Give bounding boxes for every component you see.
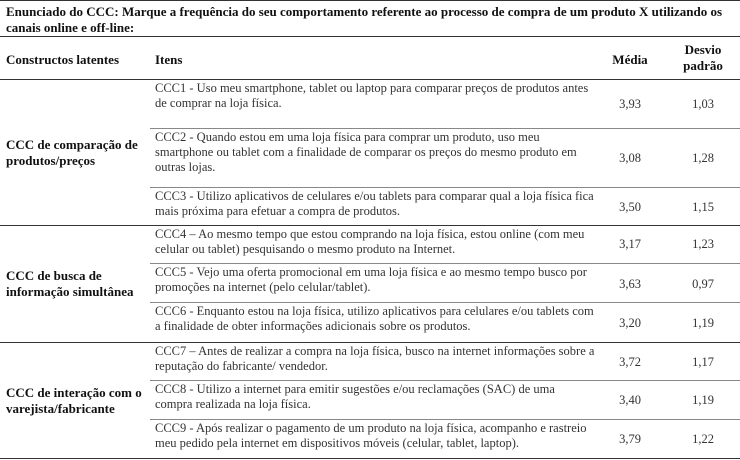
header-mean: Média [612,52,648,67]
item-text: CCC1 - Uso meu smartphone, tablet ou laptop para comparar preços de produtos antes de comprar na loja física. [155,81,589,110]
item-mean: 3,72 [619,355,641,369]
item-text: CCC4 – Ao mesmo tempo que estou comprando na loja física, estou online (com meu celular ou tablet) pesquisando o mesmo produto na Internet. [155,227,585,256]
table-header [0,37,740,80]
item-mean: 3,08 [619,151,641,165]
item-sd: 0,97 [692,277,714,291]
item-mean: 3,93 [619,97,641,111]
item-text: CCC7 – Antes de realizar a compra na loja física, busco na internet informações sobre a reputação do fabricante/ vendedor. [155,344,595,373]
item-sd: 1,03 [692,97,714,111]
header-sd: Desvio padrão [683,42,723,73]
item-sd: 1,19 [692,316,714,330]
item-mean: 3,79 [619,432,641,446]
item-mean: 3,40 [619,393,641,407]
item-text: CCC5 - Vejo uma oferta promocional em uma loja física e ao mesmo tempo busco por promoções na internet (pelo celular/tablet). [155,265,587,294]
table-row [150,129,740,187]
table-row [150,188,740,225]
table-row [150,303,740,342]
item-sd: 1,28 [692,151,714,165]
table-row [150,381,740,419]
construct-label: CCC de comparação de produtos/preços [6,136,138,168]
item-sd: 1,19 [692,393,714,407]
table-statement: Enunciado do CCC: Marque a frequência do seu comportamento referente ao processo de compra de um produto X utilizando os canais online e off-line: [0,0,740,37]
table-row [150,420,740,458]
table-row [150,264,740,302]
construct-label: CCC de interação com o varejista/fabricante [6,384,142,416]
item-sd: 1,22 [692,432,714,446]
table-row [150,343,740,380]
item-text: CCC2 - Quando estou em uma loja física para comprar um produto, uso meu smartphone ou tablet com a finalidade de comparar os preços do mesmo produto em outras lojas. [155,130,577,174]
item-mean: 3,17 [619,237,641,251]
item-text: CCC6 - Enquanto estou na loja física, utilizo aplicativos para celulares e/ou tablets com a finalidade de obter informações adicionais sobre os produtos. [155,304,594,333]
table-row [150,226,740,263]
construct-label: CCC de busca de informação simultânea [6,268,134,299]
item-text: CCC9 - Após realizar o pagamento de um produto na loja física, acompanho e rastreio meu pedido pela internet em dispositivos móveis (celular, tablet, laptop). [155,421,587,450]
item-mean: 3,20 [619,316,641,330]
header-items: Itens [155,52,183,67]
table-row [150,80,740,128]
item-text: CCC3 - Utilizo aplicativos de celulares e/ou tablets para comparar qual a loja física fica mais próxima para efetuar a compra de produtos. [155,189,594,218]
item-sd: 1,17 [692,355,714,369]
item-sd: 1,15 [692,200,714,214]
item-mean: 3,63 [619,277,641,291]
header-constructs: Constructos latentes [6,52,120,67]
table-bottom-rule [0,458,740,459]
item-text: CCC8 - Utilizo a internet para emitir sugestões e/ou reclamações (SAC) de uma compra realizada na loja física. [155,382,555,411]
item-mean: 3,50 [619,200,641,214]
item-sd: 1,23 [692,237,714,251]
